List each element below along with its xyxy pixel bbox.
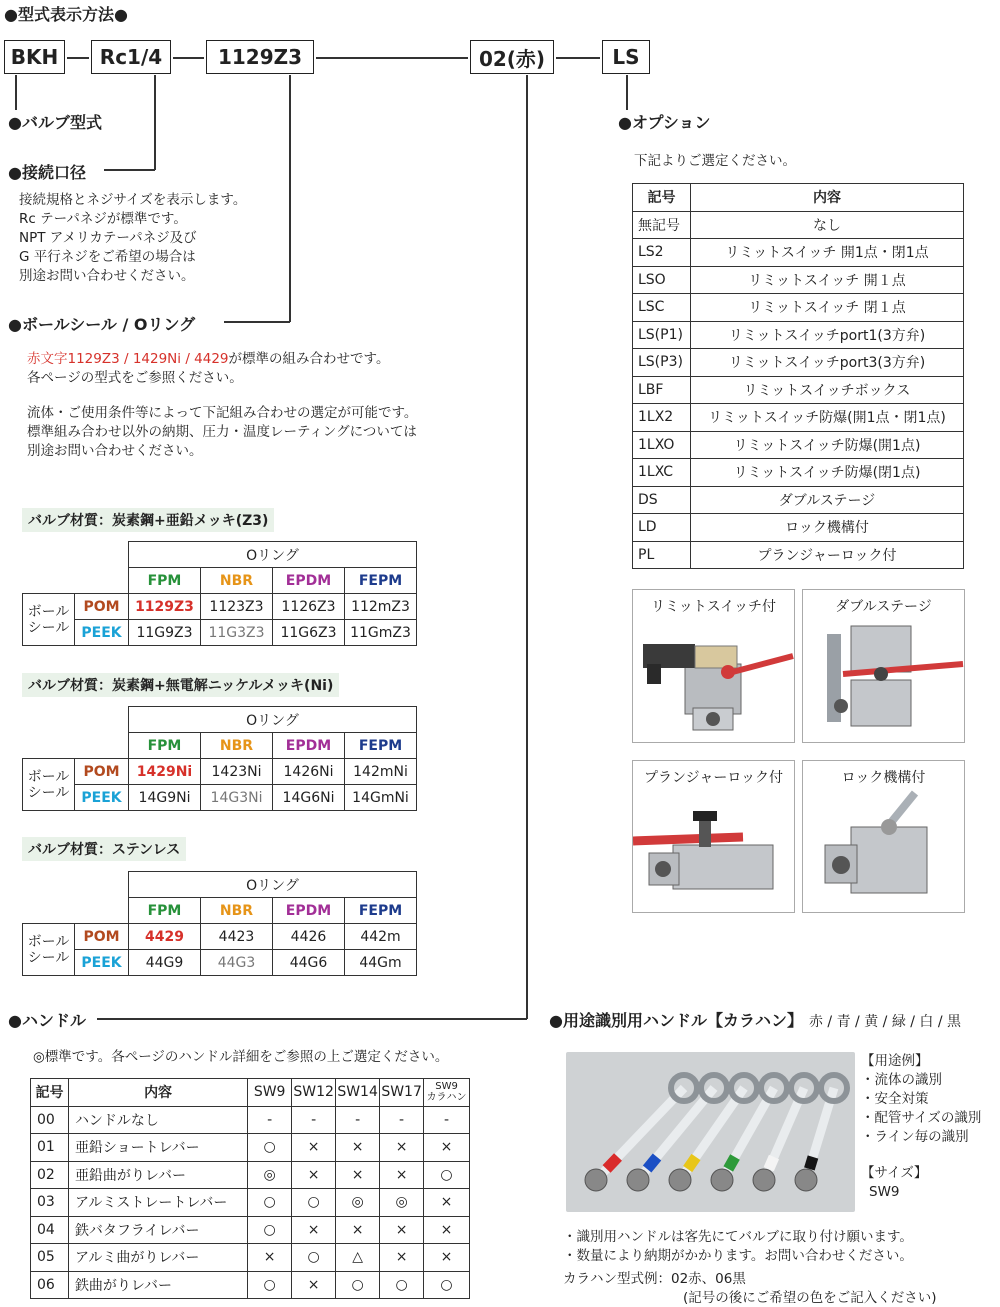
material-title-stainless: バルブ材質：ステンレス <box>22 837 186 861</box>
material-title-z3: バルブ材質：炭素鋼+亜鉛メッキ(Z3) <box>22 508 274 532</box>
option-row: 1LXC リミットスイッチ防爆(閉1点) <box>633 459 964 487</box>
photo-lock-mechanism: ロック機構付 <box>802 760 965 913</box>
color-handle-usage: 【用途例】 ・流体の識別 ・安全対策 ・配管サイズの識別 ・ライン毎の識別 【サイズ】 SW9 <box>861 1053 982 1200</box>
connector-line <box>173 57 204 59</box>
leader-line <box>626 75 628 110</box>
color-handles-icon <box>566 1052 855 1212</box>
handle-intro: ◎標準です。各ページのハンドル詳細をご参照の上ご選定ください。 <box>33 1049 449 1065</box>
color-handle-heading: ●用途識別用ハンドル【カラハン】 赤 / 青 / 黄 / 緑 / 白 / 黒 <box>549 1011 962 1030</box>
seal-text: 赤文字1129Z3 / 1429Ni / 4429が標準の組み合わせです。 各ページの型式をご参照ください。 流体・ご使用条件等によって下記組み合わせの選定が可能です。 標準組み合わせ以外の納期、圧力・温度レーティングについては 別途お問い合わせください。 <box>27 351 418 459</box>
option-row: LS2 リミットスイッチ 開1点・閉1点 <box>633 239 964 267</box>
combo-table-ni: Oリング FPM NBR EPDM FEPM ボール シール POM 1429Ni 1423Ni 1426Ni 142mNi PEEK 14G9Ni 14G3Ni 14G6Ni 14GmNi <box>22 706 417 811</box>
connector-line <box>67 57 89 59</box>
handle-table: 記号 内容 SW9 SW12 SW14 SW17 SW9 カラハン 00 ハンドルなし - - - - - 01 亜鉛ショートレバー ○ × × × × 02 亜鉛曲がりレバー ◎ × × × ○ 03 アルミストレートレバー ○ ○ ◎ ◎ × 04 鉄バタフライレバー ○ × × × × 05 アルミ曲がりレバー × ○ △ × × 06 鉄曲がりレバー ○ × ○ ○ ○ <box>30 1078 470 1299</box>
option-row: 1LX2 リミットスイッチ防爆(開1点・閉1点) <box>633 404 964 432</box>
option-intro: 下記よりご選定ください。 <box>634 153 796 169</box>
option-row: 無記号 なし <box>633 211 964 239</box>
code-box-seal: 1129Z3 <box>206 40 314 74</box>
option-heading: ●オプション <box>618 113 711 132</box>
valve-type-heading: ●バルブ型式 <box>8 113 102 132</box>
leader-line <box>104 169 155 171</box>
option-row: PL プランジャーロック付 <box>633 541 964 569</box>
handle-heading: ●ハンドル <box>8 1011 86 1030</box>
oring-label: Oリング <box>129 542 417 568</box>
option-row: LSO リミットスイッチ 開１点 <box>633 266 964 294</box>
option-table: 記号 内容 無記号 なし LS2 リミットスイッチ 開1点・閉1点 LSO リミットスイッチ 開１点 LSC リミットスイッチ 閉１点 LS(P1) リミットスイッチport1(3方弁) LS(P3) リミットスイッチport3(3方弁) LBF リミットスイッチボックス 1LX2 リミットスイッチ防爆(開1点・閉1点) 1LXO リミットスイッチ防爆(開1点) 1LXC リミットスイッチ防爆(閉1点) DS ダブルステージ LD ロック機構付 PL プランジャーロック付 <box>632 183 964 569</box>
option-row: LD ロック機構付 <box>633 514 964 542</box>
color-handle-notes: ・識別用ハンドルは客先にてバルブに取り付け願います。 ・数量により納期がかかります。お問い合わせください。 カラハン型式例：02赤、06黒 (記号の後にご希望の色をご記入ください) <box>563 1229 937 1306</box>
code-box-valve-type: BKH <box>4 40 65 74</box>
handle-row: 00 ハンドルなし - - - - - <box>31 1106 470 1134</box>
code-box-handle: 02(赤) <box>470 40 554 74</box>
handle-row: 06 鉄曲がりレバー ○ × ○ ○ ○ <box>31 1271 470 1299</box>
combo-table-stainless: Oリング FPM NBR EPDM FEPM ボール シール POM 4429 4423 4426 442m PEEK 44G9 44G3 44G6 44Gm <box>22 871 417 976</box>
handle-row: 01 亜鉛ショートレバー ○ × × × × <box>31 1134 470 1162</box>
option-row: LS(P3) リミットスイッチport3(3方弁) <box>633 349 964 377</box>
code-box-option: LS <box>602 40 650 74</box>
option-row: LSC リミットスイッチ 閉１点 <box>633 294 964 322</box>
color-handle <box>711 1075 787 1191</box>
photo-limit-switch: リミットスイッチ付 <box>632 589 795 743</box>
connection-heading: ●接続口径 <box>8 163 86 182</box>
leader-line <box>526 75 528 1019</box>
valve-lock-mechanism-icon <box>803 787 964 907</box>
connector-line <box>316 57 468 59</box>
leader-line <box>15 75 17 110</box>
handle-row: 03 アルミストレートレバー ○ ○ ◎ ◎ × <box>31 1189 470 1217</box>
option-row: LS(P1) リミットスイッチport1(3方弁) <box>633 321 964 349</box>
color-handle-photo <box>566 1052 855 1212</box>
leader-line <box>154 75 156 170</box>
page-title: ●型式表示方法● <box>4 5 128 24</box>
code-box-connection: Rc1/4 <box>91 40 171 74</box>
option-row: 1LXO リミットスイッチ防爆(開1点) <box>633 431 964 459</box>
handle-row: 05 アルミ曲がりレバー × ○ △ × × <box>31 1244 470 1272</box>
handle-row: 02 亜鉛曲がりレバー ◎ × × × ○ <box>31 1161 470 1189</box>
seal-red-text: 赤文字1129Z3 / 1429Ni / 4429 <box>27 351 229 367</box>
valve-plunger-lock-icon <box>633 787 794 907</box>
option-row: DS ダブルステージ <box>633 486 964 514</box>
leader-line <box>97 1018 527 1020</box>
connector-line <box>556 57 600 59</box>
photo-plunger-lock: プランジャーロック付 <box>632 760 795 913</box>
leader-line <box>289 75 291 322</box>
connection-text: 接続規格とネジサイズを表示します。 Rc テーパネジが標準です。 NPT アメリカテーパネジ及び G 平行ネジをご希望の場合は 別途お問い合わせください。 <box>19 192 247 284</box>
material-title-ni: バルブ材質：炭素鋼+無電解ニッケルメッキ(Ni) <box>22 673 339 697</box>
valve-limit-switch-icon <box>633 616 794 736</box>
valve-double-stage-icon <box>803 616 964 736</box>
handle-row: 04 鉄バタフライレバー ○ × × × × <box>31 1216 470 1244</box>
leader-line <box>224 321 290 323</box>
option-row: LBF リミットスイッチボックス <box>633 376 964 404</box>
photo-double-stage: ダブルステージ <box>802 589 965 743</box>
combo-table-z3: Oリング FPM NBR EPDM FEPM ボール シール POM 1129Z3 1123Z3 1126Z3 112mZ3 PEEK 11G9Z3 11G3Z3 11G6Z3 11GmZ3 <box>22 541 417 646</box>
seal-heading: ●ボールシール / Oリング <box>8 315 196 334</box>
